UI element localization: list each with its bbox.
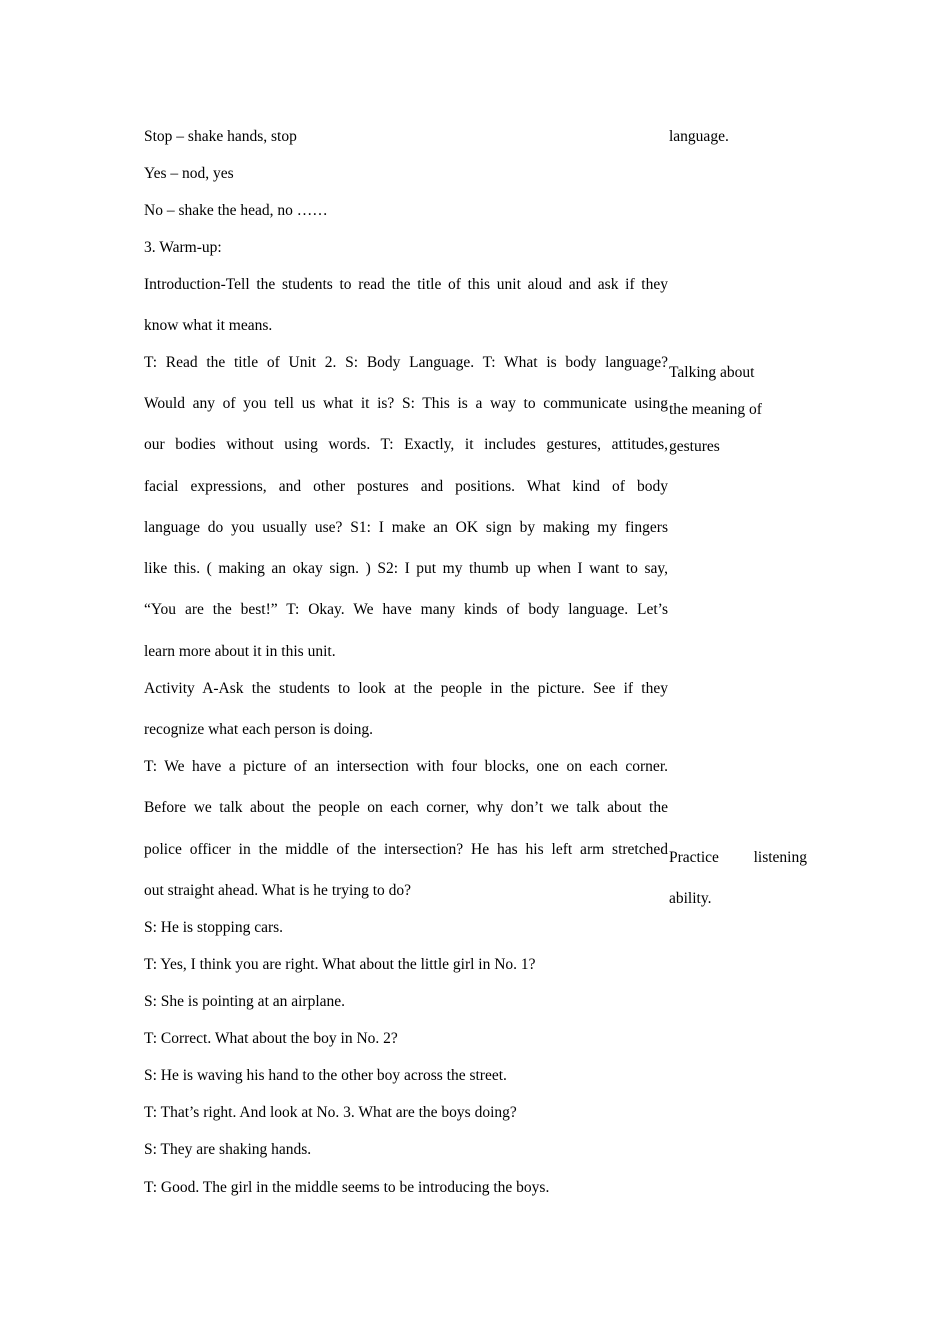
text-line: T: Good. The girl in the middle seems to be introducing the boys.: [144, 1179, 550, 1196]
text-line: “You are the best!” T: Okay. We have many kinds of body language. Let’s: [144, 601, 668, 618]
side-note: Talking about: [669, 364, 755, 381]
text-line: Yes – nod, yes: [144, 165, 234, 182]
section-heading: 3. Warm-up:: [144, 239, 222, 256]
text-line: S: He is waving his hand to the other boy across the street.: [144, 1067, 507, 1084]
text-line: recognize what each person is doing.: [144, 721, 373, 738]
text-line: T: Yes, I think you are right. What about the little girl in No. 1?: [144, 956, 536, 973]
text-line: learn more about it in this unit.: [144, 643, 336, 660]
side-note: the meaning of: [669, 401, 762, 418]
side-note: ability.: [669, 890, 712, 907]
text-line: Before we talk about the people on each corner, why don’t we talk about the: [144, 799, 668, 816]
text-line: T: We have a picture of an intersection with four blocks, one on each corner.: [144, 758, 668, 775]
text-line: S: He is stopping cars.: [144, 919, 284, 936]
side-note: Practice listening: [669, 849, 807, 866]
side-note: language.: [669, 128, 729, 145]
text-line: S: They are shaking hands.: [144, 1141, 312, 1158]
text-line: No – shake the head, no ……: [144, 202, 328, 219]
text-line: Stop – shake hands, stop: [144, 128, 297, 145]
side-note: gestures: [669, 438, 720, 455]
text-line: like this. ( making an okay sign. ) S2: I put my thumb up when I want to say,: [144, 560, 668, 577]
text-line: facial expressions, and other postures and positions. What kind of body: [144, 478, 668, 495]
text-line: S: She is pointing at an airplane.: [144, 993, 346, 1010]
text-line: Would any of you tell us what it is? S: This is a way to communicate using: [144, 395, 668, 412]
text-line: T: Read the title of Unit 2. S: Body Language. T: What is body language?: [144, 354, 668, 371]
text-line: T: Correct. What about the boy in No. 2?: [144, 1030, 398, 1047]
text-line: language do you usually use? S1: I make an OK sign by making my fingers: [144, 519, 668, 536]
text-line: T: That’s right. And look at No. 3. What are the boys doing?: [144, 1104, 517, 1121]
text-line: Introduction-Tell the students to read the title of this unit aloud and ask if they: [144, 276, 668, 293]
text-line: our bodies without using words. T: Exactly, it includes gestures, attitudes,: [144, 436, 668, 453]
text-line: Activity A-Ask the students to look at the people in the picture. See if they: [144, 680, 668, 697]
text-line: out straight ahead. What is he trying to do?: [144, 882, 412, 899]
text-line: know what it means.: [144, 317, 273, 334]
text-line: police officer in the middle of the intersection? He has his left arm stretched: [144, 841, 668, 858]
